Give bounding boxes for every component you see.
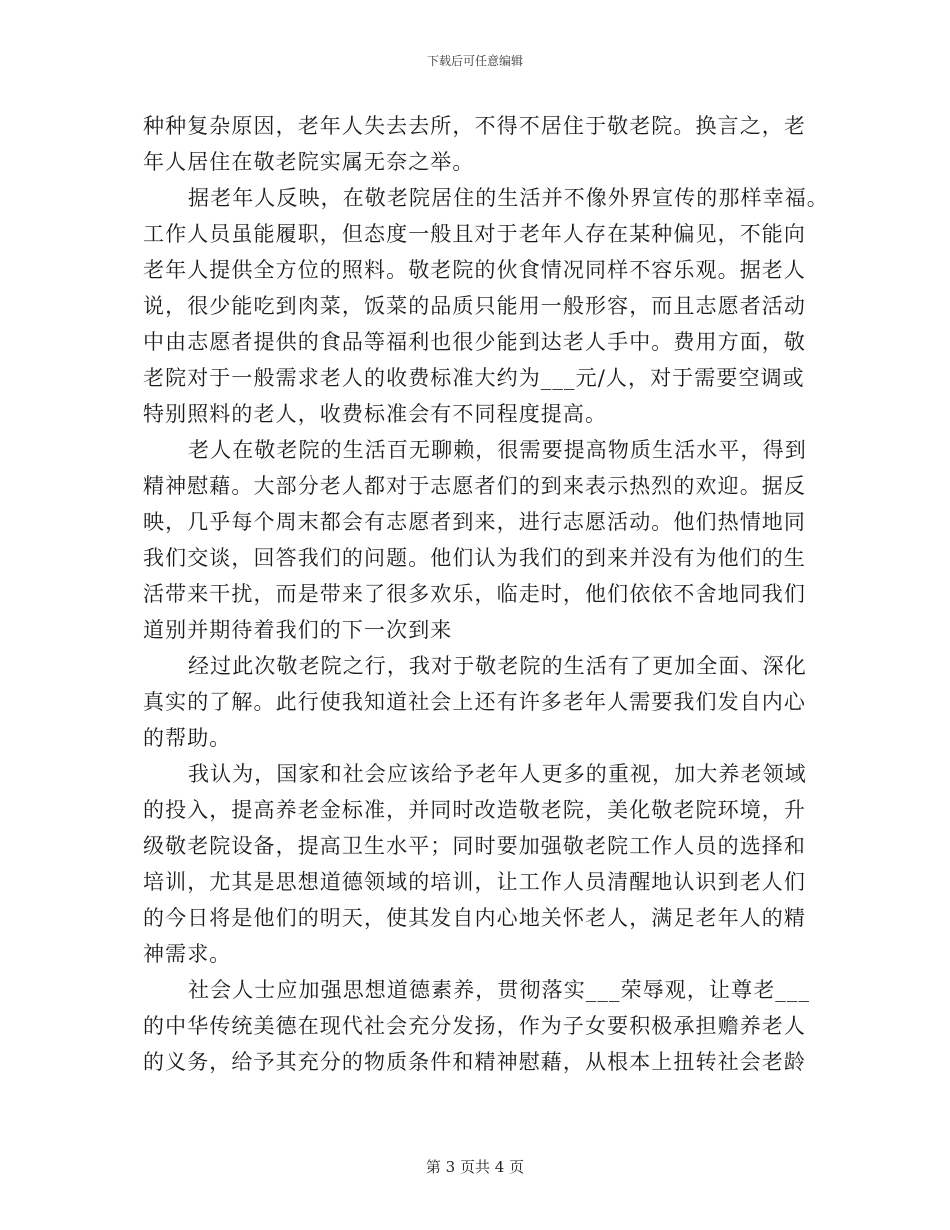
text-line: 老年人提供全方位的照料。敬老院的伙食情况同样不容乐观。据老人	[143, 258, 806, 282]
text-line: 的帮助。	[143, 726, 232, 750]
text-line: 道别并期待着我们的下一次到来	[143, 618, 453, 642]
text-line: 的投入，提高养老金标准，并同时改造敬老院，美化敬老院环境，升	[143, 798, 806, 822]
paragraph	[143, 180, 829, 432]
text-line: 我们交谈，回答我们的问题。他们认为我们的到来并没有为他们的生	[143, 546, 806, 570]
text-line: 社会人士应加强思想道德素养，贯彻落实___荣辱观，让尊老___	[188, 978, 811, 1002]
text-line: 的中华传统美德在现代社会充分发扬，作为子女要积极承担赡养老人	[143, 1014, 806, 1038]
text-line: 据老年人反映，在敬老院居住的生活并不像外界宣传的那样幸福。	[188, 186, 829, 210]
text-line: 说，很少能吃到肉菜，饭菜的品质只能用一般形容，而且志愿者活动	[143, 294, 806, 318]
text-line: 我认为，国家和社会应该给予老年人更多的重视，加大养老领域	[188, 762, 807, 786]
text-line: 的义务，给予其充分的物质条件和精神慰藉，从根本上扭转社会老龄	[143, 1050, 806, 1074]
document-body	[143, 108, 829, 1080]
text-line: 级敬老院设备，提高卫生水平；同时要加强敬老院工作人员的选择和	[143, 834, 806, 858]
paragraph	[143, 432, 809, 648]
text-line: 老院对于一般需求老人的收费标准大约为___元/人，对于需要空调或	[143, 366, 805, 390]
text-line: 映，几乎每个周末都会有志愿者到来，进行志愿活动。他们热情地同	[143, 510, 806, 534]
paragraph	[143, 108, 809, 180]
paragraph	[143, 756, 809, 972]
paragraph	[143, 648, 809, 756]
text-line: 老人在敬老院的生活百无聊赖，很需要提高物质生活水平，得到	[188, 438, 807, 462]
text-line: 工作人员虽能履职，但态度一般且对于老年人存在某种偏见，不能向	[143, 222, 806, 246]
text-line: 中由志愿者提供的食品等福利也很少能到达老人手中。费用方面，敬	[143, 330, 806, 354]
page-footer: 第 3 页共 4 页	[425, 1158, 525, 1176]
text-line: 精神慰藉。大部分老人都对于志愿者们的到来表示热烈的欢迎。据反	[143, 474, 806, 498]
text-line: 特别照料的老人，收费标准会有不同程度提高。	[143, 402, 608, 426]
paragraph	[143, 972, 809, 1080]
text-line: 年人居住在敬老院实属无奈之举。	[143, 150, 475, 174]
text-line: 活带来干扰，而是带来了很多欢乐，临走时，他们依依不舍地同我们	[143, 582, 806, 606]
text-line: 真实的了解。此行使我知道社会上还有许多老年人需要我们发自内心	[143, 690, 806, 714]
text-line: 种种复杂原因，老年人失去去所，不得不居住于敬老院。换言之，老	[143, 114, 806, 138]
text-line: 的今日将是他们的明天，使其发自内心地关怀老人，满足老年人的精	[143, 906, 806, 930]
page-header: 下载后可任意编辑	[426, 54, 523, 68]
text-line: 经过此次敬老院之行，我对于敬老院的生活有了更加全面、深化	[188, 654, 807, 678]
text-line: 培训，尤其是思想道德领域的培训，让工作人员清醒地认识到老人们	[143, 870, 806, 894]
text-line: 神需求。	[143, 942, 232, 966]
